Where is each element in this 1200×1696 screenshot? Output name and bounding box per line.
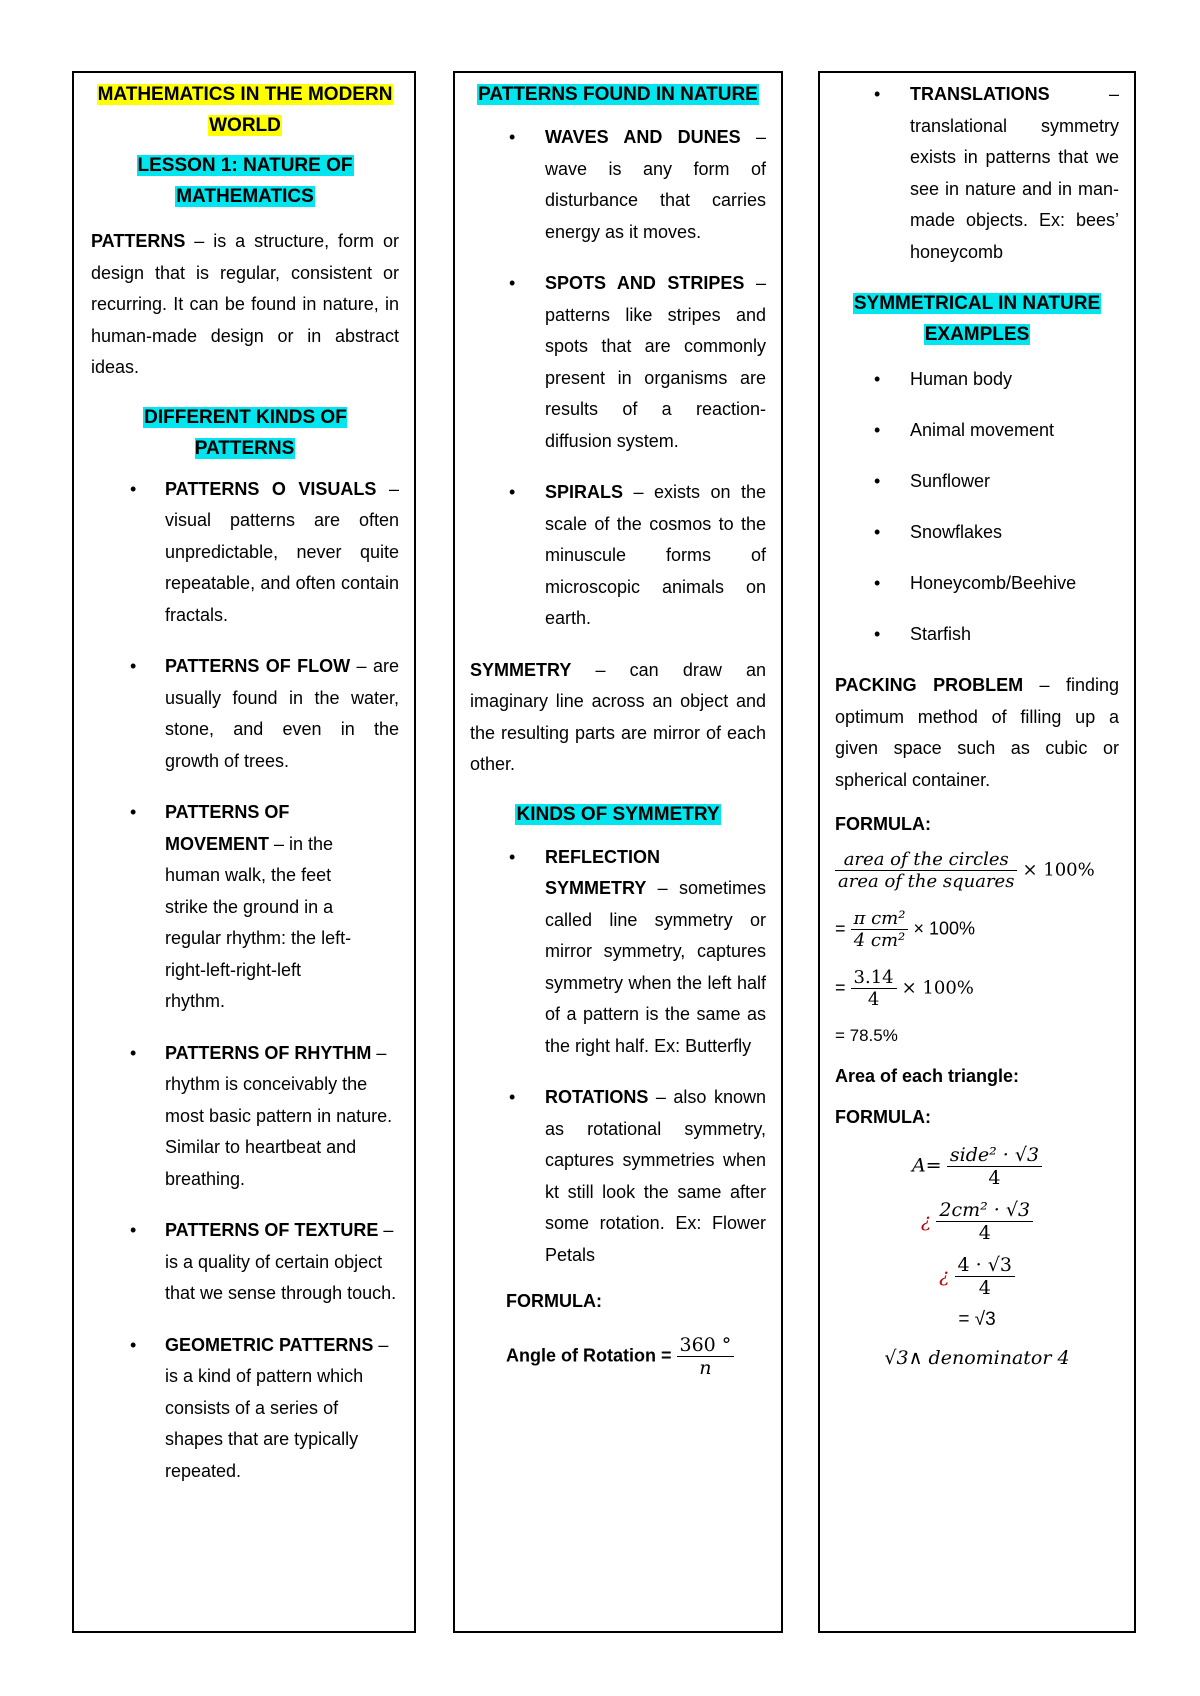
- formula-label: FORMULA:: [835, 1107, 931, 1127]
- document-title: MATHEMATICS IN THE MODERN WORLD: [97, 84, 393, 136]
- list-item: • PATTERNS OF MOVEMENT – in the human walk, the feet strike the ground in a regular rhythm: the left-right-left-right-left rhythm.: [91, 797, 399, 1018]
- patterns-definition: PATTERNS – is a structure, form or design that is regular, consistent or recurring. It can be found in nature, in human-made design or in abstract ideas.: [91, 231, 399, 377]
- translations-list: [835, 79, 1119, 268]
- fraction: $\frac{\text{side² · √3}}{4}$: [947, 1144, 1042, 1189]
- list-item: • TRANSLATIONS – translational symmetry exists in patterns that we see in nature and in man-made objects. Ex: bees’ honeycomb: [835, 79, 1119, 268]
- list-item: • PATTERNS OF TEXTURE – is a quality of certain object that we sense through touch.: [91, 1215, 399, 1310]
- triangle-area-label: Area of each triangle:: [835, 1066, 1020, 1086]
- bullet-icon: •: [874, 522, 881, 542]
- triangle-formula-4: = √3: [958, 1309, 996, 1330]
- packing-formula-1: $\frac{\text{area of the circles}}{\text{area of the squares}}$ × 100%: [835, 849, 1119, 892]
- fraction: $\frac{4 \cdot √3}{4}$: [955, 1254, 1015, 1299]
- list-item: • Snowflakes: [835, 517, 1119, 548]
- angle-of-rotation-formula: Angle of Rotation = $\frac{360 ^\circ}{n}$: [506, 1334, 766, 1379]
- list-item: • Honeycomb/Beehive: [835, 568, 1119, 599]
- list-item: • PATTERNS OF FLOW – are usually found in the water, stone, and even in the growth of trees.: [91, 651, 399, 777]
- bullet-icon: •: [874, 420, 881, 440]
- column-1: [72, 71, 416, 1633]
- bullet-icon: •: [509, 482, 516, 502]
- list-item: • PATTERNS OF RHYTHM – rhythm is conceivably the most basic pattern in nature. Similar to heartbeat and breathing.: [91, 1038, 399, 1196]
- fraction: $\frac{\text{2cm² · √3}}{4}$: [936, 1199, 1033, 1244]
- patterns-in-nature-list: [470, 122, 766, 635]
- triangle-formula-3: ¿ $\frac{4 \cdot √3}{4}$: [835, 1254, 1119, 1299]
- patterns-in-nature-heading: PATTERNS FOUND IN NATURE: [478, 84, 758, 105]
- list-item: • ROTATIONS – also known as rotational symmetry, captures symmetries when kt still look the same after some rotation. Ex: Flower Petals: [470, 1082, 766, 1271]
- list-item: • REFLECTION SYMMETRY – sometimes called line symmetry or mirror symmetry, captures symmetry when the left half of a pattern is the same as the right half. Ex: Butterfly: [470, 842, 766, 1063]
- bullet-icon: •: [130, 802, 137, 822]
- fraction: $\frac{\text{area of the circles}}{\text{area of the squares}}$: [835, 849, 1017, 892]
- column-2: [453, 71, 783, 1633]
- bullet-icon: •: [130, 1042, 137, 1063]
- list-item: • GEOMETRIC PATTERNS – is a kind of pattern which consists of a series of shapes that are typically repeated.: [91, 1330, 399, 1488]
- kinds-of-symmetry-heading: KINDS OF SYMMETRY: [516, 803, 720, 825]
- kinds-of-patterns-heading: DIFFERENT KINDS OF PATTERNS: [144, 406, 347, 459]
- list-item: • SPOTS AND STRIPES – patterns like stripes and spots that are commonly present in organisms are results of a reaction-diffusion system.: [470, 268, 766, 457]
- angle-fraction: $\frac{360 ^\circ}{n}$: [677, 1334, 735, 1379]
- list-item: • SPIRALS – exists on the scale of the cosmos to the minuscule forms of microscopic animals on earth.: [470, 477, 766, 635]
- bullet-icon: •: [874, 471, 881, 491]
- bullet-icon: •: [874, 573, 881, 593]
- formula-label: FORMULA:: [835, 814, 931, 834]
- symmetrical-examples-list: [835, 364, 1119, 650]
- packing-formula-3: = $\frac{3.14}{4}$ × 100%: [835, 967, 974, 1010]
- bullet-icon: •: [130, 478, 137, 499]
- packing-result: = 78.5%: [835, 1026, 898, 1045]
- list-item: • Human body: [835, 364, 1119, 395]
- bullet-icon: •: [874, 84, 881, 104]
- bullet-icon: •: [509, 846, 516, 867]
- fraction: $\frac{3.14}{4}$: [851, 967, 897, 1010]
- formula-label: FORMULA:: [506, 1291, 602, 1311]
- list-item: • Sunflower: [835, 466, 1119, 497]
- bullet-icon: •: [130, 656, 137, 676]
- packing-formula-2: = $\frac{\text{π cm²}}{\text{4 cm²}}$ × 100%: [835, 908, 976, 951]
- list-item: • Starfish: [835, 619, 1119, 650]
- list-item: • WAVES AND DUNES – wave is any form of disturbance that carries energy as it moves.: [470, 122, 766, 248]
- triangle-formula-2: ¿ $\frac{\text{2cm² · √3}}{4}$: [835, 1199, 1119, 1244]
- kinds-of-symmetry-list: [470, 842, 766, 1272]
- bullet-icon: •: [874, 624, 881, 644]
- list-item: • PATTERNS O VISUALS – visual patterns are often unpredictable, never quite repeatable, and often contain fractals.: [91, 474, 399, 632]
- triangle-formula-5: √3∧ denominator 4: [884, 1347, 1070, 1369]
- bullet-icon: •: [509, 127, 516, 147]
- triangle-formula-1: A= $\frac{\text{side² · √3}}{4}$: [835, 1144, 1119, 1189]
- packing-problem-definition: PACKING PROBLEM – finding optimum method of filling up a given space such as cubic or spherical container.: [835, 675, 1119, 790]
- lesson-title: LESSON 1: NATURE OF MATHEMATICS: [137, 155, 353, 207]
- list-item: • Animal movement: [835, 415, 1119, 446]
- kinds-of-patterns-list: [91, 474, 399, 1488]
- column-3: [818, 71, 1136, 1633]
- bullet-icon: •: [130, 1220, 137, 1240]
- bullet-icon: •: [874, 369, 881, 389]
- bullet-icon: •: [130, 1334, 137, 1355]
- rotation-formula-block: [470, 1291, 766, 1379]
- symmetrical-examples-heading: SYMMETRICAL IN NATURE EXAMPLES: [853, 293, 1101, 345]
- bullet-icon: •: [509, 273, 516, 293]
- fraction: $\frac{\text{π cm²}}{\text{4 cm²}}$: [851, 908, 909, 951]
- symmetry-definition: SYMMETRY – can draw an imaginary line across an object and the resulting parts are mirror of each other.: [470, 659, 766, 774]
- bullet-icon: •: [509, 1087, 516, 1107]
